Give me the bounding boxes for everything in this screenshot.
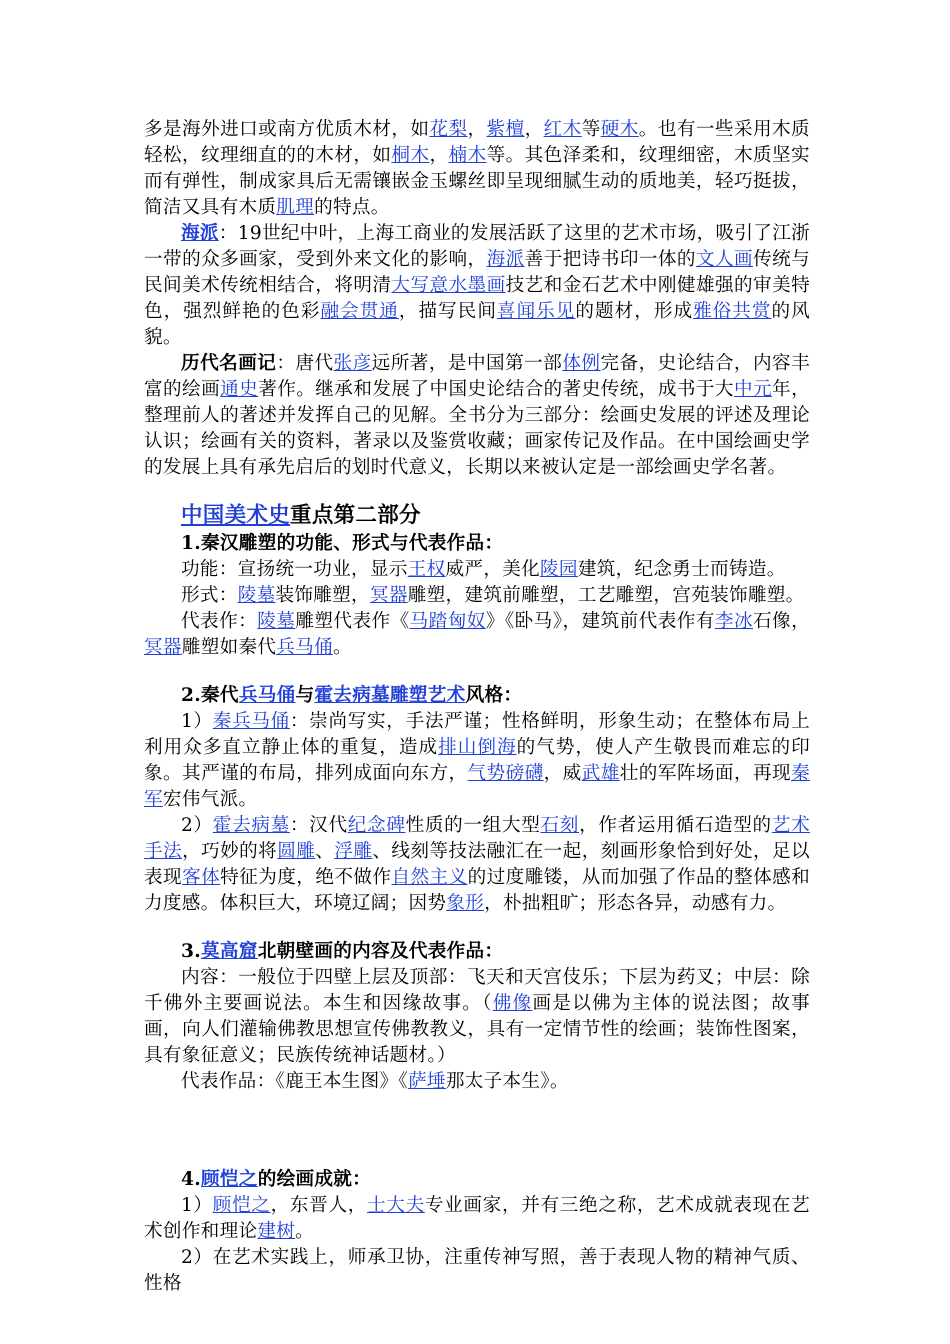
link-wuxiong[interactable]: 武雄 <box>581 763 620 784</box>
text: ：唐代 <box>276 353 334 374</box>
paragraph-gukaizhi-1 <box>144 1193 810 1245</box>
text: ， <box>429 145 449 166</box>
link-mingqi-2[interactable]: 冥器 <box>144 637 182 658</box>
text: 。也有一些采用木质轻松，纹理细直的的木材，如 <box>144 119 810 166</box>
text: 多是海外进口或南方优质木材，如 <box>144 119 430 140</box>
text: 形式： <box>181 585 238 606</box>
text: 善于把诗书印一体的 <box>524 249 696 270</box>
link-zhongguomeishushi[interactable]: 中国美术史 <box>181 503 291 528</box>
text: 等 <box>581 119 601 140</box>
subheading-1: 1.秦汉雕塑的功能、形式与代表作品： <box>181 533 504 554</box>
text: 风格： <box>465 685 523 706</box>
text: 的题材，形成 <box>575 301 694 322</box>
text: ，作者运用循石造型的 <box>579 815 772 836</box>
link-yishushoufa[interactable]: 艺术手法 <box>144 815 810 862</box>
text: 技艺和金石艺术中刚健雄强的审美特色，强烈鲜艳的色彩 <box>144 275 810 322</box>
link-shike[interactable]: 石刻 <box>540 815 580 836</box>
text: ：19世纪中叶，上海工商业的发展活跃了这里的艺术市场，吸引了江浙一带的众多画家，受到外来文化的影响， <box>144 223 810 270</box>
text: 画是以佛为主体的说法图；故事画，向人们灌输佛教思想宣传佛教教义，具有一定情节性的绘画；装饰性图案，具有象征意义；民族传统神话题材。） <box>144 993 810 1066</box>
paragraph-gukaizhi-2: 2）在艺术实践上，师承卫协，注重传神写照，善于表现人物的精神气质、性格 <box>144 1247 810 1294</box>
link-ziranzhuyi[interactable]: 自然主义 <box>391 867 468 888</box>
text: 壮的军阵场面，再现 <box>619 763 792 784</box>
text: 。 <box>295 1221 315 1242</box>
link-tili[interactable]: 体例 <box>562 353 601 374</box>
text: ：崇尚写实，手法严谨；性格鲜明，形象生动；在整体布局上利用众多直立静止体的重复，造成 <box>144 711 810 758</box>
text: 的气势，使人产生敬畏而难忘的印象。其严谨的布局，排列成面向东方， <box>144 737 810 784</box>
text: ：汉代 <box>289 815 348 836</box>
text: 专业画家，并有三绝之称，艺术成就表现在艺术创作和理论 <box>144 1195 810 1242</box>
paragraph-huoqubing-tomb <box>144 813 810 917</box>
spacer <box>144 661 810 683</box>
link-huoqubingmu-title[interactable]: 霍去病墓雕塑艺术 <box>314 685 466 706</box>
term-title: 历代名画记 <box>181 353 277 374</box>
paragraph-lidaiminghuaji <box>144 351 810 481</box>
link-bingmayong-title[interactable]: 兵马俑 <box>238 685 296 706</box>
link-libing[interactable]: 李冰 <box>714 611 753 632</box>
text: 2） <box>181 815 213 836</box>
link-haipai[interactable]: 海派 <box>486 249 525 270</box>
link-lingmu-2[interactable]: 陵墓 <box>257 611 296 632</box>
text: 。 <box>332 637 352 658</box>
link-gukaizhi-title[interactable]: 顾恺之 <box>201 1169 258 1190</box>
link-zhangyan[interactable]: 张彦 <box>333 353 372 374</box>
subheading-4 <box>144 1167 810 1193</box>
link-haipai-term[interactable]: 海派 <box>181 223 219 244</box>
link-yasugongshang[interactable]: 雅俗共赏 <box>693 301 772 322</box>
text: ，巧妙的将 <box>182 841 278 862</box>
link-wenrenhua[interactable]: 文人画 <box>695 249 754 270</box>
link-jianshu[interactable]: 建树 <box>257 1221 296 1242</box>
link-wangquan[interactable]: 王权 <box>407 559 446 580</box>
link-qinbingmayong[interactable]: 秦兵马俑 <box>212 711 290 732</box>
paragraph-mural-works <box>144 1069 810 1095</box>
link-paishandaohai[interactable]: 排山倒海 <box>438 737 517 758</box>
subheading-2 <box>144 683 810 709</box>
text: 建筑，纪念勇士而铸造。 <box>577 559 786 580</box>
text: 雕塑如秦代 <box>181 637 277 658</box>
spacer <box>144 1095 810 1167</box>
text: 那太子本生》。 <box>445 1071 569 1092</box>
text: 3. <box>181 941 202 962</box>
link-tongmu[interactable]: 桐木 <box>391 145 430 166</box>
link-huali[interactable]: 花梨 <box>429 119 468 140</box>
link-shidafu[interactable]: 士大夫 <box>367 1195 425 1216</box>
text: 著作。继承和发展了中国史论结合的著史传统，成书于大 <box>258 379 734 400</box>
link-qinjun[interactable]: 秦军 <box>144 763 810 810</box>
link-jinianbei[interactable]: 纪念碑 <box>347 815 406 836</box>
text: 传统与民间美术传统相结合，将明清 <box>144 249 811 296</box>
text: 内容：一般位于四壁上层及顶部：飞天和天宫伎乐；下层为药叉；中层：除千佛外主要画说法。本生和因缘故事。（ <box>144 967 810 1014</box>
text: 、线刻等技法融汇在一起，刻画形象恰到好处，足以表现 <box>144 841 810 888</box>
link-foxiang[interactable]: 佛像 <box>492 993 533 1014</box>
text: ， <box>467 119 487 140</box>
link-lingyuan[interactable]: 陵园 <box>540 559 578 580</box>
text: 的过度雕镂，从而加强了作品的整体感和力度感。体积巨大，环境辽阔；因势 <box>144 867 811 914</box>
text: ， <box>524 119 544 140</box>
link-nanmu[interactable]: 楠木 <box>448 145 487 166</box>
section-heading <box>144 501 810 531</box>
link-tongshi[interactable]: 通史 <box>220 379 259 400</box>
text: 性质的一组大型 <box>405 815 541 836</box>
link-qishipangbo[interactable]: 气势磅礴 <box>467 763 544 784</box>
link-zitan[interactable]: 紫檀 <box>486 119 525 140</box>
text: 等。其色泽柔和，纹理细密，木质坚实而有弹性，制成家具后无需镶嵌金玉螺丝即呈现细腻生动的质地美，轻巧挺拔，简洁又具有木质 <box>144 145 810 218</box>
text: 功能：宣扬统一功业，显示 <box>181 559 408 580</box>
text: ，描写民间 <box>398 301 497 322</box>
link-hongmu[interactable]: 红木 <box>543 119 582 140</box>
text: 远所著，是中国第一部 <box>371 353 563 374</box>
heading-text: 重点第二部分 <box>290 503 421 528</box>
text: 威严，美化 <box>445 559 541 580</box>
link-yuandiao[interactable]: 圆雕 <box>277 841 316 862</box>
link-jili[interactable]: 肌理 <box>276 197 315 218</box>
link-keti[interactable]: 客体 <box>182 867 221 888</box>
text: 雕塑，建筑前雕塑，工艺雕塑，宫苑装饰雕塑。 <box>407 585 805 606</box>
link-ronghuiguantong[interactable]: 融会贯通 <box>320 301 399 322</box>
text: ，东晋人， <box>270 1195 368 1216</box>
subheading-3 <box>144 939 810 965</box>
text: ，朴拙粗旷；形态各异，动感有力。 <box>484 893 787 914</box>
link-xiangxing[interactable]: 象形 <box>446 893 485 914</box>
paragraph-furniture <box>144 117 810 221</box>
text: 代表作： <box>181 611 258 632</box>
link-bingmayong[interactable]: 兵马俑 <box>276 637 333 658</box>
text: 》《卧马》，建筑前代表作有 <box>485 611 715 632</box>
text: 装饰雕塑， <box>275 585 370 606</box>
link-mingqi[interactable]: 冥器 <box>369 585 408 606</box>
text: 与 <box>295 685 315 706</box>
text: 北朝壁画的内容及代表作品： <box>257 941 504 962</box>
text: 石像， <box>753 611 810 632</box>
link-yingmu[interactable]: 硬木 <box>600 119 639 140</box>
text: 2.秦代 <box>181 685 239 706</box>
text: 特征为度，绝不做作 <box>220 867 392 888</box>
text: 代表作品：《鹿王本生图》《 <box>181 1071 409 1092</box>
paragraph-mural-content <box>144 965 810 1069</box>
text: 1） <box>181 711 213 732</box>
text: 完备，史论结合，内容丰富的绘画 <box>144 353 810 400</box>
text: 4. <box>181 1169 202 1190</box>
text: 年，整理前人的著述并发挥自己的见解。全书分为三部分：绘画史发展的评述及理论认识；绘画有关的资料，著录以及鉴赏收藏；画家传记及作品。在中国绘画史学的发展上具有承先启后的划时代意义，长期以来被认定是一部绘画史学名著。 <box>144 379 810 478</box>
text: ，威 <box>543 763 582 784</box>
text: 的风貌。 <box>144 301 811 348</box>
link-mogaoku[interactable]: 莫高窟 <box>201 941 258 962</box>
document-body <box>144 117 810 1297</box>
link-gukaizhi[interactable]: 顾恺之 <box>212 1195 271 1216</box>
link-matatongnu[interactable]: 马踏匈奴 <box>409 611 486 632</box>
text: 雕塑代表作《 <box>295 611 410 632</box>
link-lingmu[interactable]: 陵墓 <box>237 585 276 606</box>
text: 1） <box>181 1195 213 1216</box>
link-fudiao[interactable]: 浮雕 <box>334 841 373 862</box>
link-daxieyi[interactable]: 大写意水墨画 <box>391 275 506 296</box>
text: 的特点。 <box>314 197 390 218</box>
link-zhongyuan[interactable]: 中元 <box>733 379 773 400</box>
link-huoqubingmu[interactable]: 霍去病墓 <box>212 815 290 836</box>
link-xiwenlejian[interactable]: 喜闻乐见 <box>496 301 576 322</box>
text: 的绘画成就： <box>257 1169 372 1190</box>
text: 宏伟气派。 <box>162 789 258 810</box>
paragraph-function <box>144 557 810 583</box>
paragraph-form <box>144 583 810 609</box>
paragraph-qin-terracotta <box>144 709 810 813</box>
link-saduo[interactable]: 萨埵 <box>408 1071 446 1092</box>
text: 、 <box>315 841 335 862</box>
paragraph-representative <box>144 609 810 661</box>
paragraph-haipai <box>144 221 810 351</box>
spacer <box>144 917 810 939</box>
